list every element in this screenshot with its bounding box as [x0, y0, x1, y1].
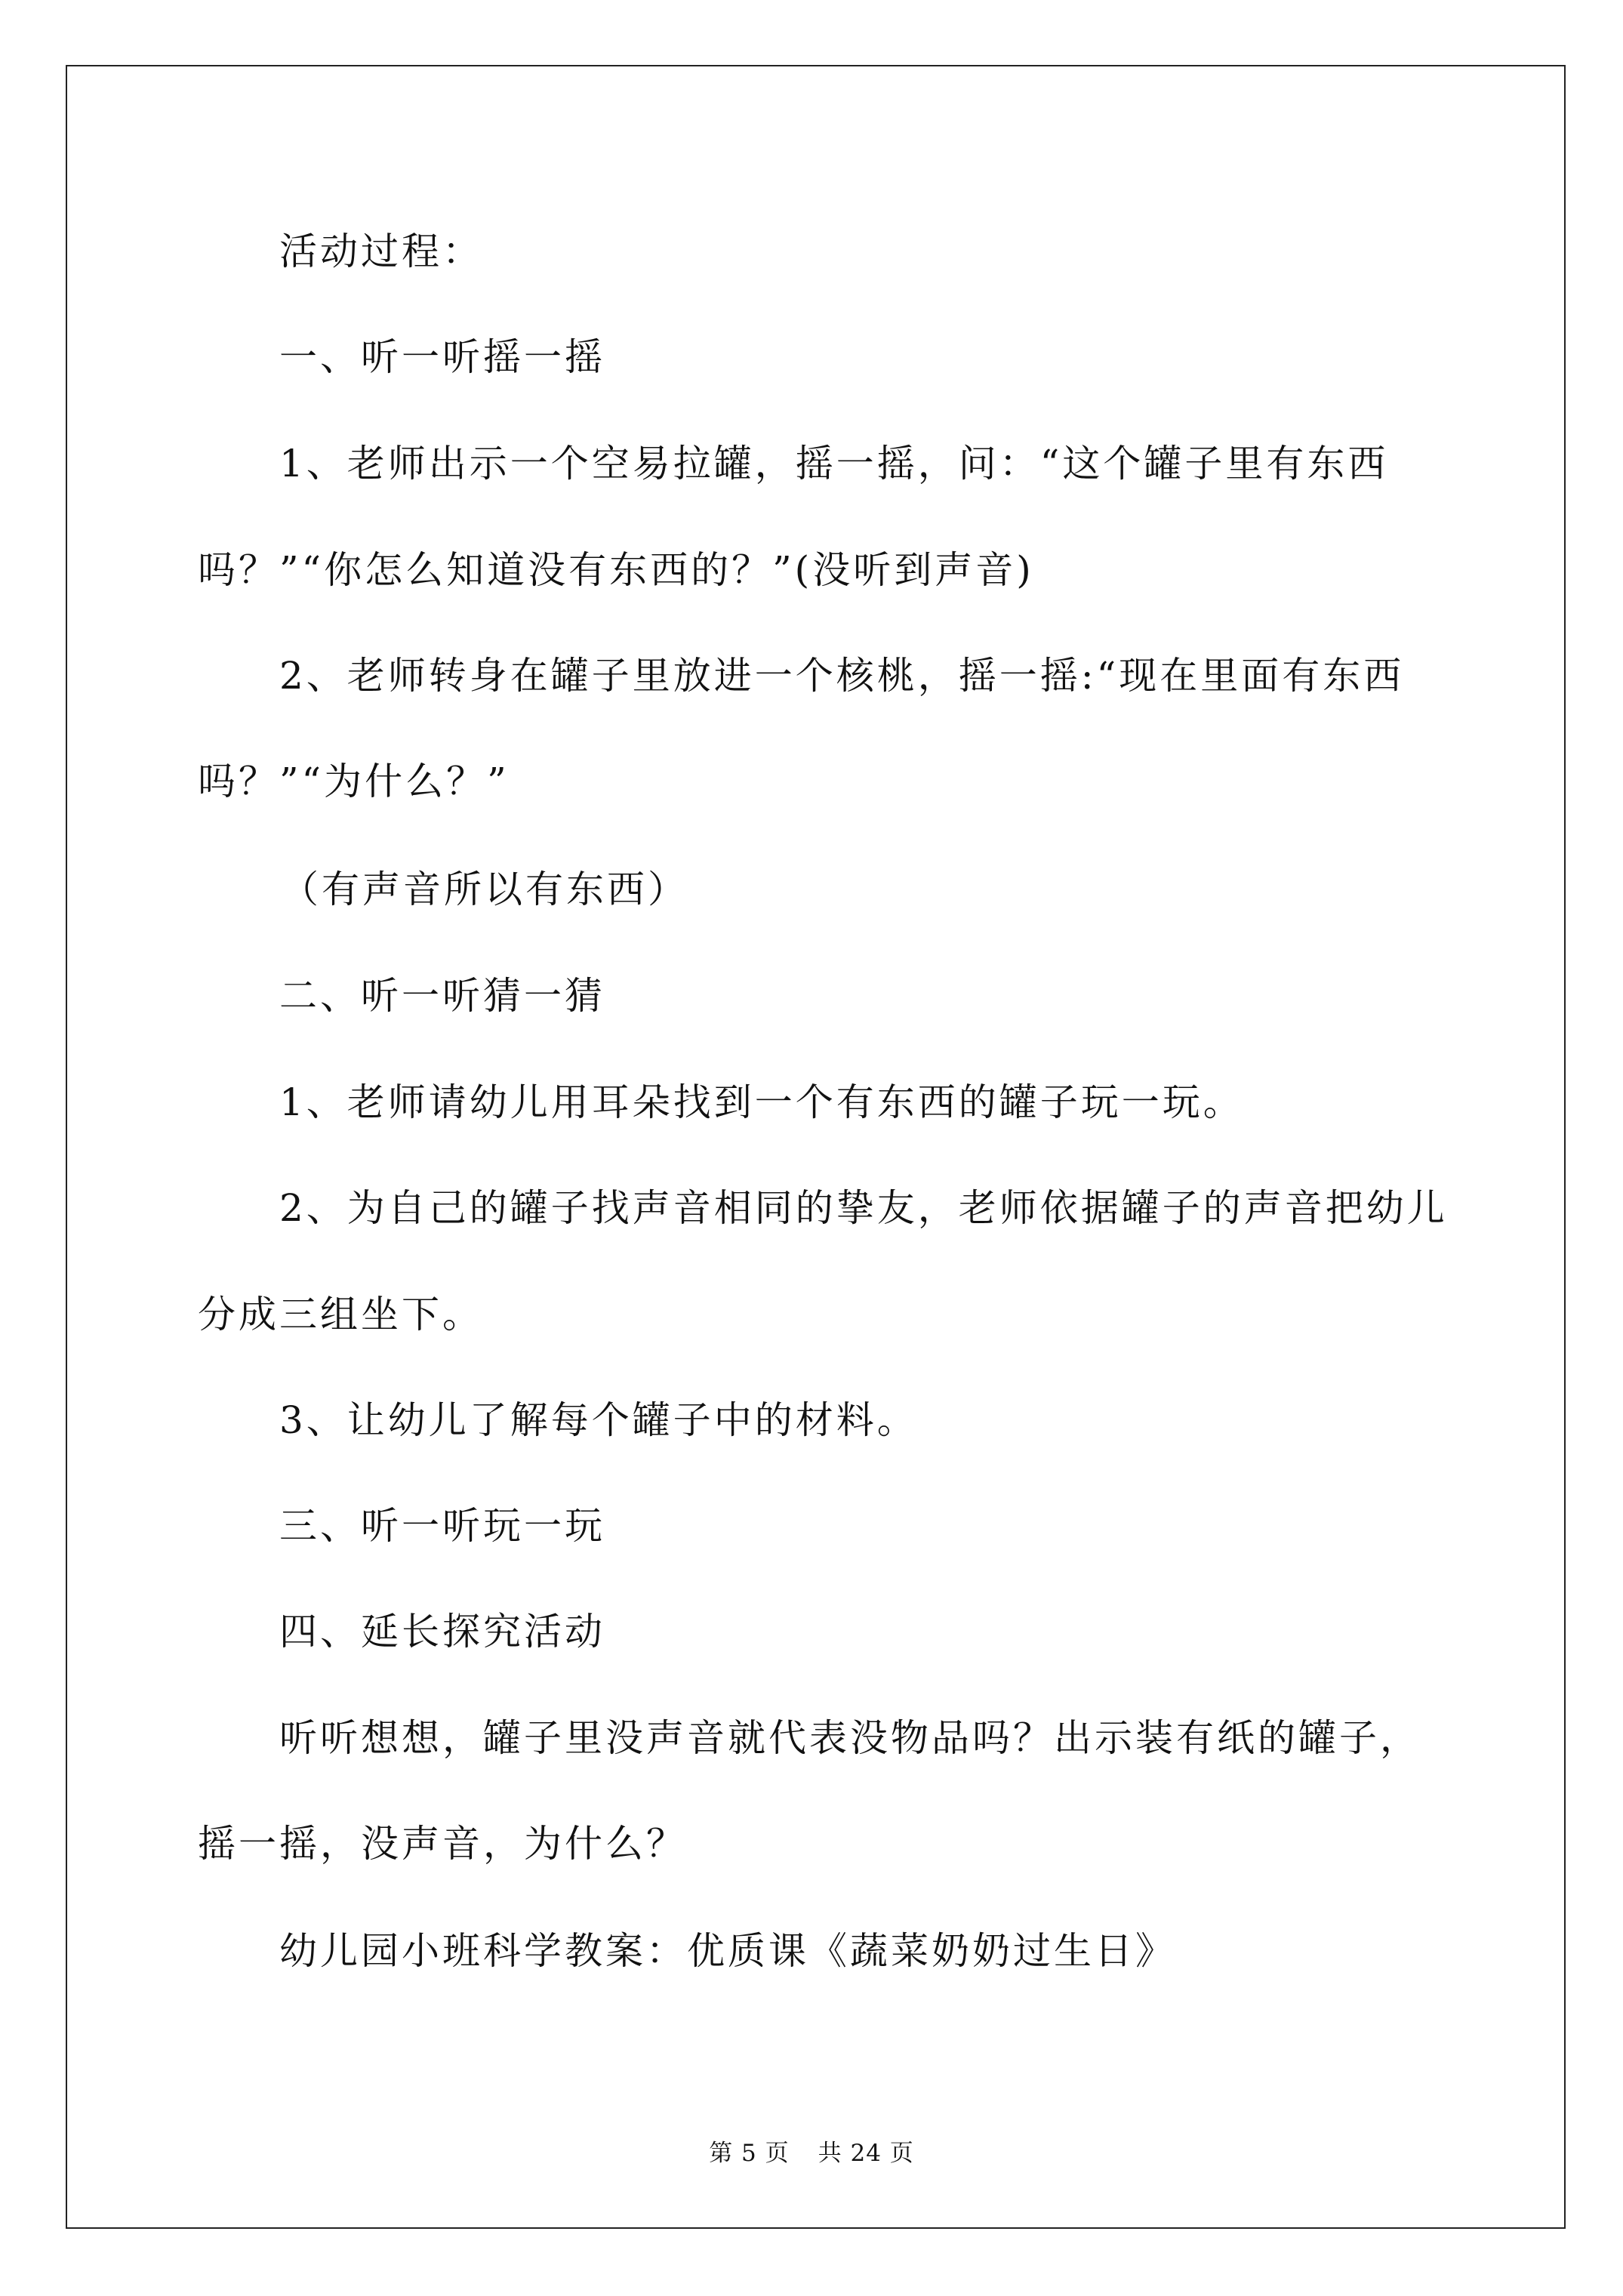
section-heading-4: 四、延长探究活动	[279, 1610, 605, 1653]
section-heading-activity-process: 活动过程：	[279, 230, 483, 273]
paragraph-line: 摇一摇，没声音，为什么？	[198, 1822, 687, 1866]
paragraph-line: 2、老师转身在罐子里放进一个核桃，摇一摇:“现在里面有东西	[279, 654, 1405, 698]
page-border	[66, 65, 1566, 2229]
lesson-plan-title: 幼儿园小班科学教案：优质课《蔬菜奶奶过生日》	[279, 1929, 1176, 1973]
paragraph-line: 分成三组坐下。	[198, 1293, 483, 1336]
paragraph-line: 吗？”“为什么？”	[198, 760, 510, 803]
section-heading-1: 一、听一听摇一摇	[279, 335, 605, 379]
paragraph-line: （有声音所以有东西）	[281, 868, 688, 911]
paragraph-line: 听听想想，罐子里没声音就代表没物品吗？出示装有纸的罐子，	[279, 1716, 1421, 1760]
paragraph-line: 吗？”“你怎么知道没有东西的？”(没听到声音)	[198, 548, 1034, 592]
page-number: 第 5 页	[709, 2140, 790, 2167]
paragraph-line: 3、让幼儿了解每个罐子中的材料。	[279, 1398, 918, 1442]
section-heading-2: 二、听一听猜一猜	[279, 974, 605, 1018]
paragraph-line: 1、老师请幼儿用耳朵找到一个有东西的罐子玩一玩。	[279, 1080, 1244, 1124]
paragraph-line: 2、为自己的罐子找声音相同的挚友，老师依据罐子的声音把幼儿	[279, 1186, 1448, 1230]
total-pages: 共 24 页	[818, 2140, 914, 2167]
paragraph-line: 1、老师出示一个空易拉罐，摇一摇，问：“这个罐子里有东西	[279, 442, 1389, 485]
page-footer	[0, 2138, 1623, 2168]
section-heading-3: 三、听一听玩一玩	[279, 1504, 605, 1548]
